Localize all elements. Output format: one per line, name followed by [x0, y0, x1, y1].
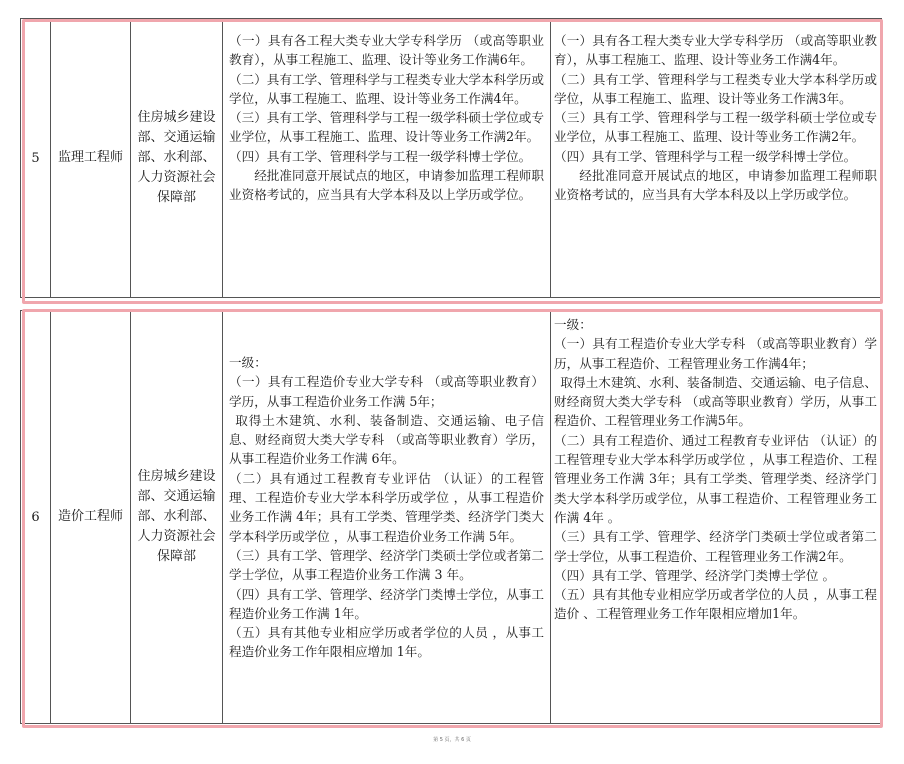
original-requirements — [223, 19, 551, 297]
row-number: 5 — [21, 19, 51, 297]
requirement-paragraph: （一）具有工程造价专业大学专科 （或高等职业教育）学历，从事工程造价、工程管理业务工作满4年； — [554, 336, 877, 371]
table-row-5 — [20, 18, 882, 298]
requirement-paragraph: （一）具有各工程大类专业大学专科学历 （或高等职业教育），从事工程施工、监理、设计等业务工作满6年。 — [229, 33, 544, 68]
requirement-paragraph: （一）具有各工程大类专业大学专科学历 （或高等职业教育），从事工程施工、监理、设计等业务工作满4年。 — [554, 33, 877, 68]
requirement-paragraph: 一级： — [554, 317, 592, 332]
requirement-paragraph: （二）具有工程造价、通过工程教育专业评估 （认证）的工程管理专业大学本科学历或学位 ，从事工程造价、工程管理业务工作满 3年；具有工学类、管理学类、经济学门类大学本科学历或学位，从事工程造价、工程管理业务工作满 4年 。 — [554, 432, 877, 525]
requirement-paragraph: （三）具有工学、管理学、经济学门类硕士学位或者第二学士学位，从事工程造价业务工作满 3 年。 — [229, 547, 544, 583]
requirement-paragraph: （一）具有工程造价专业大学专科 （或高等职业教育）学历，从事工程造价业务工作满 5年； — [229, 374, 544, 409]
requirement-paragraph: 经批准同意开展试点的地区，申请参加监理工程师职业资格考试的，应当具有大学本科及以上学历或学位。 — [554, 168, 877, 203]
requirement-paragraph: （二）具有通过工程教育专业评估 （认证）的工程管理、工程造价专业大学本科学历或学位 ，从事工程造价业务工作满 4年；具有工学类、管理学类、经济学门类大学本科学历或学位 ，从事工程造价业务工作满 5年。 — [229, 470, 544, 544]
profession-name: 造价工程师 — [51, 311, 131, 723]
requirement-paragraph: （四）具有工学、管理科学与工程一级学科博士学位。 — [229, 148, 532, 164]
row-number: 6 — [21, 311, 51, 723]
requirement-paragraph: 取得土木建筑、水利、装备制造、交通运输、电子信息、财经商贸大类大学专科 （或高等职业教育）学历，从事工程造价业务工作满 6年。 — [229, 412, 544, 467]
page-footer: 第 5 页，共 6 页 — [433, 737, 471, 743]
department-cell: 住房城乡建设部、交通运输部、水利部、人力资源社会保障部 — [131, 19, 223, 297]
requirement-paragraph: （三）具有工学、管理科学与工程一级学科硕士学位或专业学位，从事工程施工、监理、设计等业务工作满2年。 — [229, 110, 544, 145]
requirement-paragraph: 经批准同意开展试点的地区，申请参加监理工程师职业资格考试的，应当具有大学本科及以上学历或学位。 — [229, 168, 544, 203]
profession-name: 监理工程师 — [51, 19, 131, 297]
requirement-paragraph: （二）具有工学、管理科学与工程类专业大学本科学历或学位，从事工程施工、监理、设计等业务工作满3年。 — [554, 71, 877, 106]
department-cell: 住房城乡建设部、交通运输部、水利部、人力资源社会保障部 — [131, 311, 223, 723]
requirement-paragraph: （四）具有工学、管理学、经济学门类博士学位 。 — [554, 567, 836, 583]
revised-requirements — [551, 19, 883, 297]
requirement-paragraph: （四）具有工学、管理科学与工程一级学科博士学位。 — [554, 148, 857, 164]
requirement-paragraph: 一级： — [229, 355, 267, 370]
requirement-paragraph: （三）具有工学、管理科学与工程一级学科硕士学位或专业学位，从事工程施工、监理、设计等业务工作满2年。 — [554, 110, 877, 145]
requirement-paragraph: （五）具有其他专业相应学历或者学位的人员 ，从事工程造价 、工程管理业务工作年限相应增加1年。 — [554, 587, 877, 622]
requirement-paragraph: （五）具有其他专业相应学历或者学位的人员 ，从事工程造价业务工作年限相应增加 1年。 — [229, 625, 544, 660]
requirement-paragraph: 取得土木建筑、水利、装备制造、交通运输、电子信息、财经商贸大类大学专科 （或高等职业教育）学历，从事工程造价、工程管理业务工作满5年。 — [554, 374, 877, 429]
table-row-6 — [20, 310, 882, 724]
revised-requirements — [551, 311, 883, 723]
requirement-paragraph: （三）具有工学、管理学、经济学门类硕士学位或者第二学士学位，从事工程造价、工程管理业务工作满2年。 — [554, 529, 877, 564]
requirement-paragraph: （四）具有工学、管理学、经济学门类博士学位，从事工程造价业务工作满 1年。 — [229, 586, 544, 621]
original-requirements — [223, 311, 551, 723]
requirement-paragraph: （二）具有工学、管理科学与工程类专业大学本科学历或学位，从事工程施工、监理、设计等业务工作满4年。 — [229, 71, 544, 106]
